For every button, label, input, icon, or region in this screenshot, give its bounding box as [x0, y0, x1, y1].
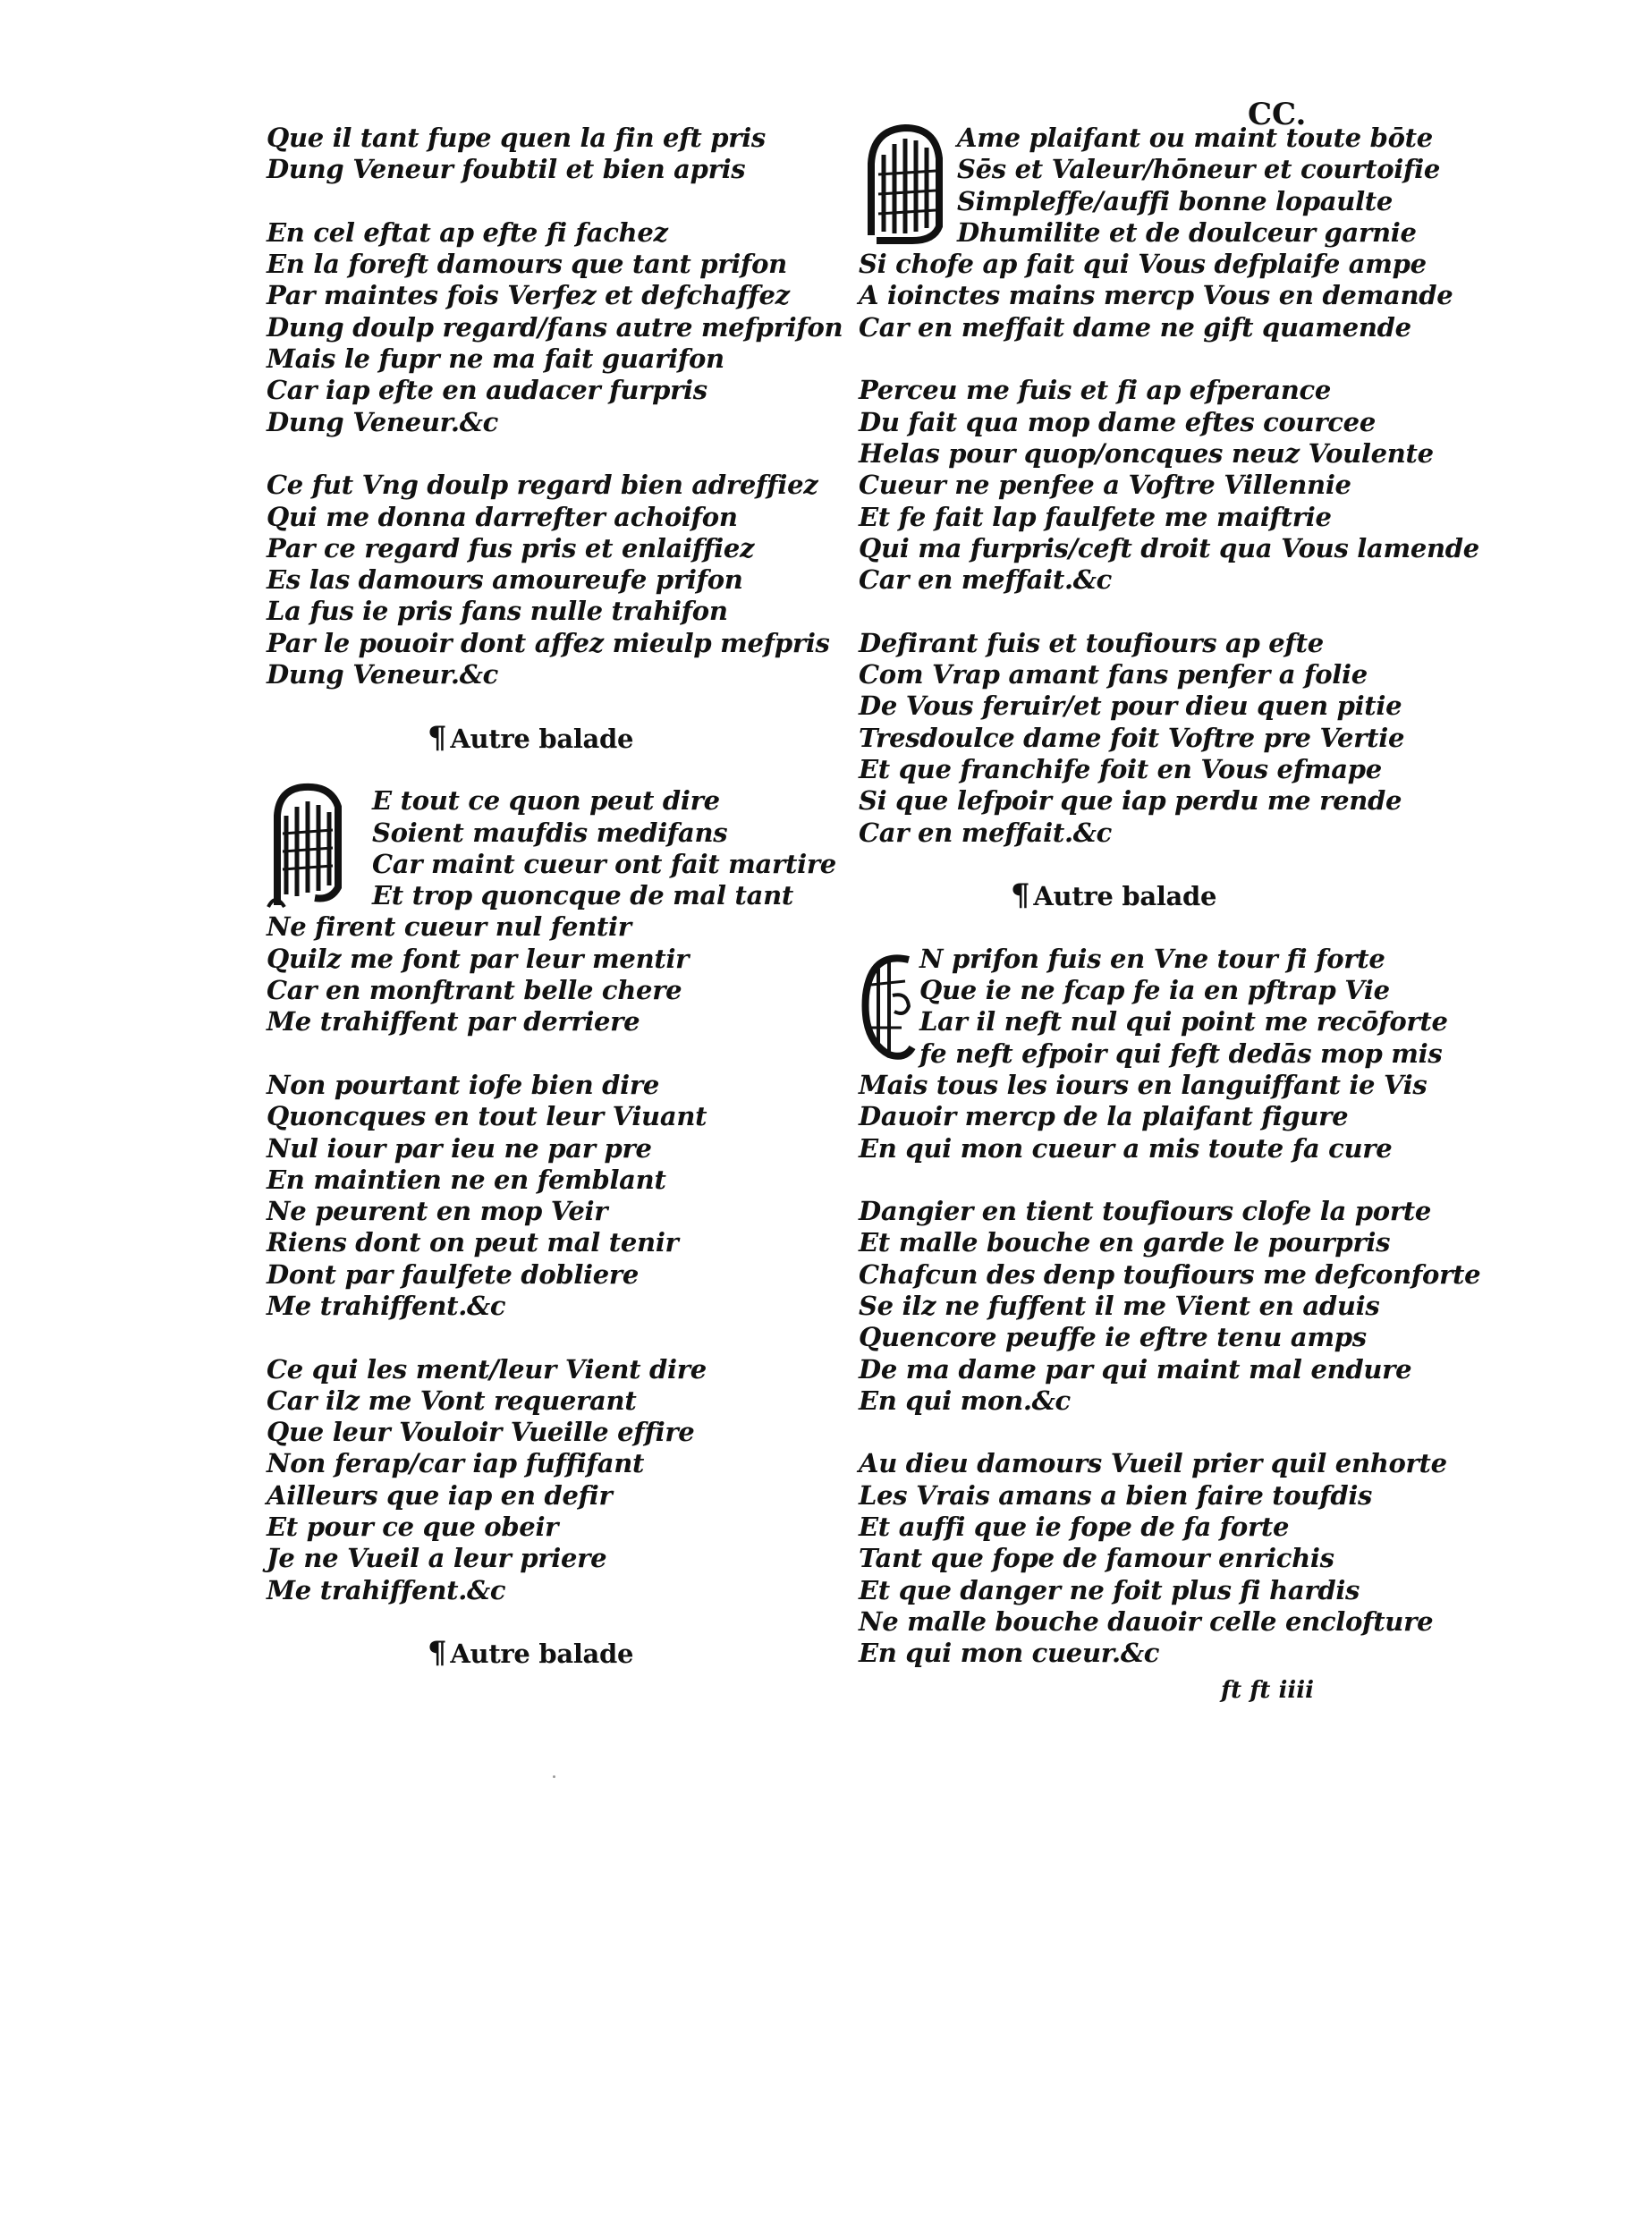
- verse-line: Que il tant fupe quen la fin eft pris: [267, 123, 766, 153]
- verse-line: Et fe fait lap faulfete me maiftrie: [859, 501, 1332, 532]
- verse-line: Et malle bouche en garde le pourpris: [859, 1227, 1391, 1258]
- verse-line: Es las damours amoureufe prifon: [267, 564, 743, 596]
- verse-line: Et trop quoncque de mal tant: [372, 880, 794, 911]
- verse-line: Soient maufdis medifans: [372, 817, 728, 848]
- verse-line: Helas pour quop/oncques neuz Voulente: [859, 437, 1434, 469]
- verse-line: De ma dame par qui maint mal endure: [859, 1353, 1412, 1385]
- section-heading: ¶ Autre balade: [428, 719, 634, 756]
- verse-line: Car maint cueur ont fait martire: [372, 848, 836, 879]
- verse-line: Si que lefpoir que iap perdu me rende: [859, 785, 1402, 817]
- verse-line: Et pour ce que obeir: [267, 1512, 559, 1543]
- verse-line: Quilz me font par leur mentir: [267, 943, 690, 974]
- left-column: [267, 123, 843, 1672]
- verse-line: Ne peurent en mop Veir: [267, 1196, 608, 1227]
- verse-line: Me trahiffent.&c: [267, 1574, 506, 1605]
- verse-line: Ailleurs que iap en defir: [267, 1479, 613, 1511]
- decorated-initial-icon: [853, 942, 925, 1067]
- verse-line: Dung Veneur.&c: [267, 406, 498, 437]
- verse-line: Et que danger ne foit plus fi hardis: [859, 1574, 1360, 1605]
- verse-line: Ce qui les ment/leur Vient dire: [267, 1353, 707, 1385]
- verse-line: Si chofe ap fait qui Vous defplaife ampe: [859, 249, 1427, 280]
- verse-line: Cueur ne penfee a Voftre Villennie: [859, 470, 1351, 501]
- verse-line: Ne malle bouche dauoir celle enclofture: [859, 1605, 1434, 1637]
- stanza: [859, 943, 1448, 1165]
- verse-line: En cel eftat ap efte fi fachez: [267, 216, 668, 248]
- verse-line: Car iap efte en audacer furpris: [267, 375, 707, 406]
- verse-line: Quencore peuffe ie eftre tenu amps: [859, 1322, 1367, 1353]
- verse-line: Nul iour par ieu ne par pre: [267, 1132, 652, 1164]
- verse-line: Ne firent cueur nul fentir: [267, 911, 631, 943]
- ink-speck: [553, 1775, 555, 1778]
- verse-line: Chafcun des denp toufiours me defconforte: [859, 1258, 1481, 1290]
- verse-line: Par ce regard fus pris et enlaiffiez: [267, 532, 755, 563]
- verse-line: Quoncques en tout leur Viuant: [267, 1101, 707, 1132]
- verse-line: Defirant fuis et toufiours ap efte: [859, 627, 1324, 658]
- verse-line: En qui mon cueur a mis toute fa cure: [859, 1132, 1393, 1164]
- stanza: [267, 123, 839, 186]
- stanza: [267, 1070, 839, 1322]
- verse-line: Dung doulp regard/fans autre mefprifon: [267, 311, 843, 343]
- verse-line: Tresdoulce dame foit Voftre pre Vertie: [859, 722, 1405, 753]
- stanza: [859, 1448, 1447, 1669]
- verse-line: A ioinctes mains mercp Vous en demande: [859, 280, 1453, 311]
- verse-line: Simpleffe/auffi bonne lopaulte: [957, 185, 1394, 216]
- stanza: [267, 216, 843, 438]
- verse-line: Dangier en tient toufiours clofe la porte: [859, 1196, 1432, 1227]
- verse-line: Et que franchife foit en Vous efmape: [859, 753, 1382, 784]
- signature-mark: ft ft iiii: [1221, 1677, 1314, 1704]
- verse-line: Ame plaifant ou maint toute bōte: [957, 123, 1433, 153]
- verse-line: Car en monftrant belle chere: [267, 975, 682, 1006]
- verse-line: Mais le fupr ne ma fait guarifon: [267, 343, 724, 375]
- verse-line: Que leur Vouloir Vueille effire: [267, 1417, 695, 1448]
- verse-line: Perceu me fuis et fi ap efperance: [859, 375, 1331, 406]
- verse-line: E tout ce quon peut dire: [372, 785, 720, 817]
- verse-line: Non pourtant iofe bien dire: [267, 1069, 660, 1100]
- verse-line: N prifon fuis en Vne tour fi forte: [919, 943, 1385, 974]
- decorated-initial-icon: [259, 780, 349, 914]
- verse-line: Dauoir mercp de la plaifant figure: [859, 1101, 1349, 1132]
- verse-line: En qui mon cueur.&c: [859, 1638, 1160, 1669]
- verse-line: Dhumilite et de doulceur garnie: [957, 216, 1417, 248]
- verse-line: En qui mon.&c: [859, 1385, 1071, 1416]
- verse-line: Car ilz me Vont requerant: [267, 1385, 637, 1416]
- verse-line: En maintien ne en femblant: [267, 1164, 666, 1195]
- verse-line: Riens dont on peut mal tenir: [267, 1227, 679, 1258]
- verse-line: Les Vrais amans a bien faire toufdis: [859, 1479, 1373, 1511]
- verse-line: Sēs et Valeur/hōneur et courtoifie: [957, 154, 1441, 185]
- verse-line: Car en meffait.&c: [859, 564, 1113, 596]
- pilcrow-icon: ¶: [1011, 877, 1030, 914]
- pilcrow-icon: ¶: [428, 1635, 447, 1672]
- stanza: [267, 785, 839, 1038]
- stanza: [859, 1196, 1481, 1417]
- verse-line: Du fait qua mop dame eftes courcee: [859, 406, 1376, 437]
- section-heading: ¶ Autre balade: [1011, 877, 1217, 914]
- verse-line: Mais tous les iours en languiffant ie Vis: [859, 1069, 1427, 1100]
- pilcrow-icon: ¶: [428, 719, 447, 756]
- verse-line: Par le pouoir dont affez mieulp mefpris: [267, 627, 830, 658]
- verse-line: Car en meffait dame ne gift quamende: [859, 311, 1411, 343]
- verse-line: Je ne Vueil a leur priere: [267, 1543, 607, 1574]
- stanza: [267, 1354, 839, 1606]
- verse-line: Ce fut Vng doulp regard bien adreffiez: [267, 470, 818, 501]
- verse-line: Au dieu damours Vueil prier quil enhorte: [859, 1448, 1447, 1479]
- verse-line: En la foreft damours que tant prifon: [267, 249, 787, 280]
- verse-line: Lar il neft nul qui point me recōforte: [919, 1006, 1448, 1038]
- verse-line: Dung Veneur foubtil et bien apris: [267, 154, 746, 185]
- section-heading: ¶ Autre balade: [428, 1635, 634, 1672]
- verse-line: Me trahiffent.&c: [267, 1290, 506, 1321]
- verse-line: Que ie ne fcap fe ia en pftrap Vie: [919, 975, 1390, 1006]
- verse-line: Qui ma furpris/ceft droit qua Vous lamende: [859, 532, 1479, 563]
- stanza: [859, 628, 1413, 849]
- verse-line: Qui me donna darrefter achoifon: [267, 501, 738, 532]
- verse-line: Dont par faulfete dobliere: [267, 1258, 640, 1290]
- stanza: [859, 375, 1479, 596]
- verse-line: Et auffi que ie fope de fa forte: [859, 1512, 1290, 1543]
- verse-line: Car en meffait.&c: [859, 817, 1113, 848]
- verse-line: Com Vrap amant fans penfer a folie: [859, 659, 1368, 690]
- verse-line: Par maintes fois Verfez et defchaffez: [267, 280, 790, 311]
- verse-line: La fus ie pris fans nulle trahifon: [267, 596, 728, 627]
- verse-line: fe neft efpoir qui feft dedās mop mis: [919, 1038, 1443, 1069]
- stanza: [267, 470, 839, 690]
- verse-line: De Vous feruir/et pour dieu quen pitie: [859, 690, 1402, 722]
- verse-line: Tant que fope de famour enrichis: [859, 1543, 1334, 1574]
- verse-line: Non ferap/car iap fuffifant: [267, 1448, 645, 1479]
- decorated-initial-icon: [859, 119, 948, 253]
- right-column: [859, 123, 1481, 1670]
- verse-line: Se ilz ne fuffent il me Vient en aduis: [859, 1290, 1380, 1321]
- verse-line: Dung Veneur.&c: [267, 659, 498, 690]
- verse-line: Me trahiffent par derriere: [267, 1006, 640, 1038]
- running-head: CC.: [1248, 97, 1307, 132]
- stanza: [859, 123, 1453, 343]
